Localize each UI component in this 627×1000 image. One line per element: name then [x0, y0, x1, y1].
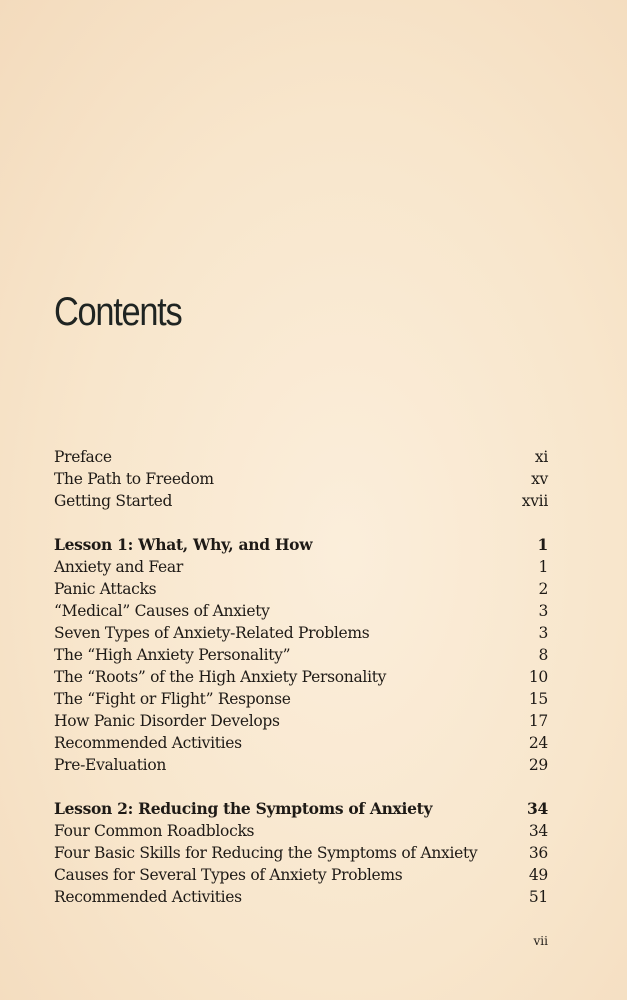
- toc-entry-page: 51: [528, 888, 548, 906]
- toc-entry-page: 8: [538, 646, 548, 664]
- toc-entry: [54, 644, 548, 666]
- toc-entry-page: 3: [538, 624, 548, 642]
- toc-entry-title: How Panic Disorder Develops: [54, 712, 280, 730]
- table-of-contents: [54, 446, 548, 930]
- toc-section: [54, 446, 548, 512]
- toc-entry: [54, 710, 548, 732]
- toc-entry: [54, 754, 548, 776]
- toc-entry-page: 2: [538, 580, 548, 598]
- toc-entry-title: Anxiety and Fear: [54, 558, 183, 576]
- toc-entry-page: xi: [534, 448, 548, 466]
- toc-entry: [54, 886, 548, 908]
- toc-entry: [54, 490, 548, 512]
- toc-entry: [54, 556, 548, 578]
- toc-entry-title: The “Roots” of the High Anxiety Personality: [54, 668, 387, 686]
- toc-entry-page: 1: [538, 558, 548, 576]
- toc-entry-title: Four Basic Skills for Reducing the Symptoms of Anxiety: [54, 844, 478, 862]
- toc-section: [54, 534, 548, 776]
- toc-entry: [54, 820, 548, 842]
- toc-entry-title: Four Common Roadblocks: [54, 822, 255, 840]
- toc-entry-page: xv: [531, 470, 548, 488]
- toc-entry-title: Recommended Activities: [54, 888, 242, 906]
- toc-entry-page: 1: [537, 535, 548, 554]
- toc-entry-title: Lesson 2: Reducing the Symptoms of Anxiety: [54, 799, 433, 818]
- page-number: vii: [533, 934, 548, 948]
- toc-entry-title: The “High Anxiety Personality”: [54, 646, 291, 664]
- toc-entry-title: Getting Started: [54, 492, 173, 510]
- toc-entry-page: 49: [528, 866, 548, 884]
- toc-entry: [54, 446, 548, 468]
- toc-entry-page: 29: [528, 756, 548, 774]
- toc-entry-page: 36: [528, 844, 548, 862]
- toc-entry-page: xvii: [521, 492, 548, 510]
- toc-entry-page: 15: [528, 690, 548, 708]
- toc-entry: [54, 842, 548, 864]
- toc-entry-title: Lesson 1: What, Why, and How: [54, 535, 313, 554]
- toc-entry-page: 24: [528, 734, 548, 752]
- toc-entry: [54, 600, 548, 622]
- toc-entry: [54, 688, 548, 710]
- page-title: Contents: [54, 290, 182, 334]
- toc-entry-title: The “Fight or Flight” Response: [54, 690, 291, 708]
- toc-entry-page: 3: [538, 602, 548, 620]
- toc-entry: [54, 468, 548, 490]
- toc-lesson-heading: [54, 798, 548, 820]
- toc-entry: [54, 578, 548, 600]
- toc-entry-title: Preface: [54, 448, 112, 466]
- toc-entry-page: 10: [528, 668, 548, 686]
- toc-lesson-heading: [54, 534, 548, 556]
- toc-entry-page: 17: [528, 712, 548, 730]
- toc-entry-page: 34: [527, 799, 548, 818]
- toc-entry-title: The Path to Freedom: [54, 470, 214, 488]
- toc-entry-title: Pre-Evaluation: [54, 756, 167, 774]
- toc-entry: [54, 732, 548, 754]
- toc-entry-title: Seven Types of Anxiety-Related Problems: [54, 624, 370, 642]
- toc-entry-title: Causes for Several Types of Anxiety Problems: [54, 866, 403, 884]
- toc-entry-page: 34: [528, 822, 548, 840]
- toc-entry-title: “Medical” Causes of Anxiety: [54, 602, 270, 620]
- toc-section: [54, 798, 548, 908]
- toc-entry: [54, 864, 548, 886]
- toc-entry-title: Recommended Activities: [54, 734, 242, 752]
- toc-entry: [54, 622, 548, 644]
- toc-entry: [54, 666, 548, 688]
- toc-entry-title: Panic Attacks: [54, 580, 157, 598]
